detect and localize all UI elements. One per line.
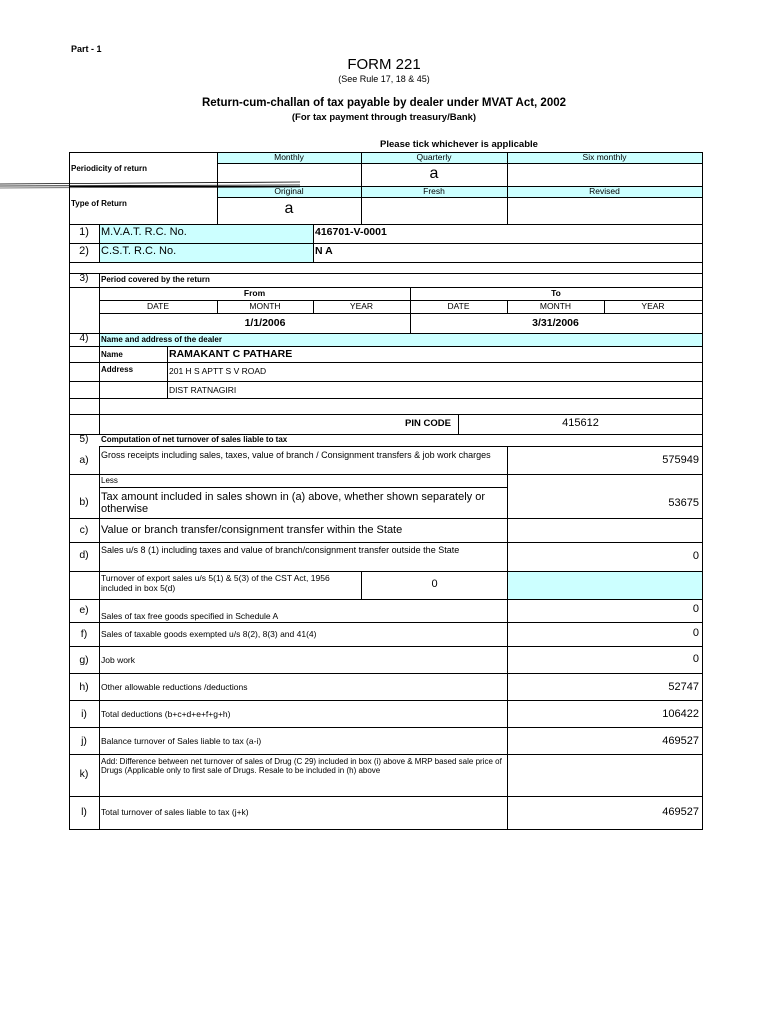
row-desc-j: Balance turnover of Sales liable to tax (a-i) xyxy=(101,736,262,746)
row-desc-export: Turnover of export sales u/s 5(1) & 5(3) of the CST Act, 1956 included in box 5(d) xyxy=(101,573,330,593)
row-desc-h: Other allowable reductions /deductions xyxy=(101,682,248,692)
row-value-j[interactable]: 469527 xyxy=(662,735,699,747)
item-number-5: 5) xyxy=(79,434,89,445)
option-six-monthly[interactable]: Six monthly xyxy=(582,152,627,162)
option-monthly[interactable]: Monthly xyxy=(274,152,304,162)
dealer-address-line2[interactable]: DIST RATNAGIRI xyxy=(169,385,237,395)
row-value-b[interactable]: 53675 xyxy=(668,497,699,509)
row-key-j: j) xyxy=(81,735,87,747)
row-key-l: l) xyxy=(81,806,87,818)
option-quarterly[interactable]: Quarterly xyxy=(416,152,452,162)
rule-reference: (See Rule 17, 18 & 45) xyxy=(338,74,430,84)
mvat-rc-label: M.V.A.T. R.C. No. xyxy=(101,226,187,238)
dealer-address-line1[interactable]: 201 H S APTT S V ROAD xyxy=(169,366,267,376)
row-desc-a: Gross receipts including sales, taxes, value of branch / Consignment transfers & job work charges xyxy=(101,450,491,460)
period-from-value[interactable]: 1/1/2006 xyxy=(244,317,286,329)
main-title: Return-cum-challan of tax payable by dealer under MVAT Act, 2002 xyxy=(201,97,567,109)
option-revised[interactable]: Revised xyxy=(589,186,620,196)
row-desc-l: Total turnover of sales liable to tax (j+k) xyxy=(101,807,249,817)
row-value-l[interactable]: 469527 xyxy=(662,806,699,818)
row-desc-i: Total deductions (b+c+d+e+f+g+h) xyxy=(101,709,231,719)
sub-title: (For tax payment through treasury/Bank) xyxy=(291,112,477,123)
quarterly-tick-mark: a xyxy=(429,165,439,182)
less-label: Less xyxy=(101,476,118,485)
row-value-f[interactable]: 0 xyxy=(692,627,699,639)
item-number-1: 1) xyxy=(79,226,89,238)
col-from-month: MONTH xyxy=(249,301,281,311)
tick-instruction: Please tick whichever is applicable xyxy=(380,139,538,150)
row-desc-k: Add: Difference between net turnover of sales of Drug (C 29) included in box (i) above & MRP based sale price of Drugs (Applicable only to first sale of Drugs. Resale to be included in (h) above xyxy=(101,757,502,775)
row-desc-b: Tax amount included in sales shown in (a) above, whether shown separately or otherwise xyxy=(101,491,485,516)
period-to-value[interactable]: 3/31/2006 xyxy=(532,317,579,329)
option-original[interactable]: Original xyxy=(274,186,304,196)
dealer-section-label: Name and address of the dealer xyxy=(101,335,222,344)
original-tick-mark: a xyxy=(284,200,294,217)
row-key-i: i) xyxy=(81,708,87,720)
row-key-b: b) xyxy=(79,496,89,508)
period-to-label: To xyxy=(551,288,561,298)
row-value-export[interactable]: 0 xyxy=(431,578,438,590)
item-number-3: 3) xyxy=(79,273,89,284)
period-label: Period covered by the return xyxy=(101,275,210,284)
row-key-f: f) xyxy=(80,628,88,640)
row-desc-c: Value or branch transfer/consignment transfer within the State xyxy=(101,524,403,536)
item-number-4: 4) xyxy=(79,333,89,344)
row-desc-d: Sales u/s 8 (1) including taxes and value of branch/consignment transfer outside the State xyxy=(101,545,460,555)
pin-code-value[interactable]: 415612 xyxy=(562,417,599,429)
dealer-name-value[interactable]: RAMAKANT C PATHARE xyxy=(169,348,293,360)
computation-label: Computation of net turnover of sales liable to tax xyxy=(101,435,288,444)
period-from-label: From xyxy=(243,288,266,298)
dealer-name-label: Name xyxy=(101,350,123,359)
row-key-g: g) xyxy=(79,654,89,666)
row-value-h[interactable]: 52747 xyxy=(668,681,699,693)
row-value-i[interactable]: 106422 xyxy=(662,708,699,720)
row-key-a: a) xyxy=(79,454,89,466)
row-key-e: e) xyxy=(79,604,89,616)
col-from-date: DATE xyxy=(146,301,170,311)
row-value-e[interactable]: 0 xyxy=(692,603,699,615)
row-desc-e: Sales of tax free goods specified in Schedule A xyxy=(101,611,279,621)
col-from-year: YEAR xyxy=(349,301,374,311)
row-value-d[interactable]: 0 xyxy=(692,550,699,562)
row-value-a[interactable]: 575949 xyxy=(662,454,699,466)
col-to-year: YEAR xyxy=(641,301,665,311)
cst-rc-label: C.S.T. R.C. No. xyxy=(101,245,177,257)
col-to-date: DATE xyxy=(447,301,470,311)
col-to-month: MONTH xyxy=(539,301,572,311)
row-key-c: c) xyxy=(79,524,89,536)
pin-code-label: PIN CODE xyxy=(405,418,451,429)
row-key-d: d) xyxy=(79,549,89,561)
row-key-h: h) xyxy=(79,681,89,693)
form-title: FORM 221 xyxy=(347,56,421,73)
return-type-label: Type of Return xyxy=(71,199,127,208)
row-desc-g: Job work xyxy=(101,655,136,665)
row-key-k: k) xyxy=(79,768,89,780)
row-value-g[interactable]: 0 xyxy=(692,653,699,665)
item-number-2: 2) xyxy=(79,245,89,257)
mvat-rc-value[interactable]: 416701-V-0001 xyxy=(315,226,387,238)
cst-rc-value[interactable]: N A xyxy=(315,245,333,257)
option-fresh[interactable]: Fresh xyxy=(423,186,445,196)
dealer-address-label: Address xyxy=(101,365,134,374)
row-desc-f: Sales of taxable goods exempted u/s 8(2), 8(3) and 41(4) xyxy=(101,629,317,639)
part-label: Part - 1 xyxy=(71,44,102,54)
periodicity-label: Periodicity of return xyxy=(71,164,148,173)
